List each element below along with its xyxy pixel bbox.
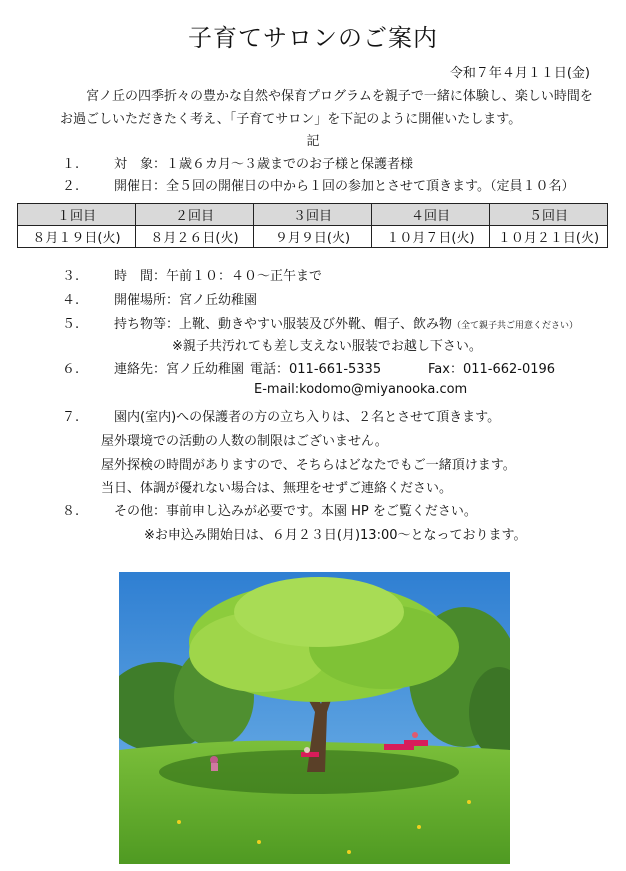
flower [467, 800, 471, 804]
item-belongings [62, 313, 578, 332]
item-number: ８. [62, 504, 80, 519]
item-number: １. [62, 157, 80, 172]
schedule-header: ３回目 [254, 204, 372, 226]
person-figure [304, 747, 310, 753]
item-number: ４. [62, 293, 80, 308]
item-dates [62, 175, 574, 194]
bench [404, 740, 428, 746]
item-number: ６. [62, 362, 80, 377]
item-text: 開催日：全５回の開催日の中から１回の参加とさせて頂きます。（定員１０名） [114, 179, 575, 194]
item-text: 持ち物等：上靴、動きやすい服装及び外靴、帽子、飲み物 [114, 317, 453, 332]
schedule-header: ２回目 [136, 204, 254, 226]
item-place [62, 289, 257, 308]
child-figure [210, 756, 218, 764]
contact-fax: Fax：011-662-0196 [428, 362, 556, 377]
item-small-note: （全て親子共ご用意ください） [452, 321, 579, 331]
schedule-date-row [18, 226, 608, 248]
schedule-date: １０月７日(火) [372, 226, 490, 248]
schedule-header: ５回目 [490, 204, 608, 226]
item-number: ３. [62, 269, 80, 284]
ki-heading: 記 [306, 134, 320, 149]
tree-canopy [234, 577, 404, 647]
item-time [62, 265, 322, 284]
guardian-line: 屋外環境での活動の人数の制限はございません。 [101, 434, 388, 449]
contact-email: E-mail:kodomo@miyanooka.com [254, 382, 468, 397]
item-target [62, 153, 413, 172]
bench [301, 752, 319, 757]
item-text: 開催場所：宮ノ丘幼稚園 [114, 293, 258, 308]
belongings-note: ※親子共汚れても差し支えない服装でお越し下さい。 [172, 339, 482, 354]
schedule-table [17, 203, 608, 248]
item-text: その他：事前申し込みが必要です。本園 HP をご覧ください。 [114, 504, 477, 519]
park-tree-illustration [119, 572, 510, 864]
item-text: 時 間：午前１０：４０～正午まで [114, 269, 323, 284]
schedule-date: ９月９日(火) [254, 226, 372, 248]
flower [257, 840, 261, 844]
guardian-line: 当日、体調が優れない場合は、無理をせずご連絡ください。 [101, 481, 453, 496]
schedule-header-row [18, 204, 608, 226]
contact-label: 連絡先：宮ノ丘幼稚園 [114, 362, 245, 377]
item-number: ５. [62, 317, 80, 332]
schedule-date: １０月２１日(火) [490, 226, 608, 248]
item-other [62, 500, 477, 519]
item-text: 対 象：１歳６カ月～３歳までのお子様と保護者様 [114, 157, 414, 172]
intro-line-1: 宮ノ丘の四季折々の豊かな自然や保育プログラムを親子で一緒に体験し、楽しい時間を [86, 89, 593, 104]
person-figure [412, 732, 418, 738]
flower [347, 850, 351, 854]
issue-date: 令和７年４月１１日(金) [449, 66, 590, 81]
intro-line-2: お過ごしいただきたく考え、「子育てサロン」を下記のように開催いたします。 [60, 112, 522, 127]
schedule-header: １回目 [18, 204, 136, 226]
contact-phone: 電話：011-661-5335 [250, 362, 382, 377]
item-text: 園内(室内)への保護者の方の立ち入りは、２名とさせて頂きます。 [114, 410, 501, 425]
application-note: ※お申込み開始日は、６月２３日(月)13:00～となっております。 [144, 528, 527, 543]
tree-photo [119, 572, 510, 864]
flower [177, 820, 181, 824]
schedule-date: ８月１９日(火) [18, 226, 136, 248]
schedule-date: ８月２６日(火) [136, 226, 254, 248]
item-number: ７. [62, 410, 80, 425]
page-title: 子育てサロンのご案内 [188, 24, 438, 52]
flower [417, 825, 421, 829]
item-contact [62, 358, 244, 377]
schedule-header: ４回目 [372, 204, 490, 226]
item-guardian [62, 406, 500, 425]
guardian-line: 屋外探検の時間がありますので、そちらはどなたでもご一緒頂けます。 [101, 458, 516, 473]
child-figure [211, 763, 218, 771]
item-number: ２. [62, 179, 80, 194]
